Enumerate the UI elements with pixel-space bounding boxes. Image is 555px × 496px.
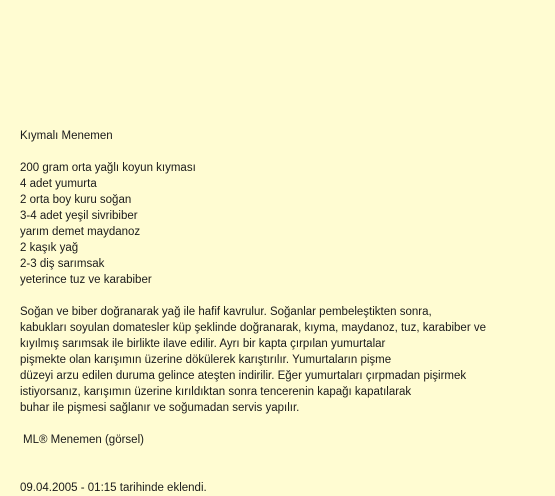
instruction-line: pişmekte olan karışımın üzerine dökülerek karıştırılır. Yumurtaların pişme: [20, 354, 392, 366]
instruction-line: kabukları soyulan domatesler küp şeklinde doğranarak, kıyma, maydanoz, tuz, karabiber ve: [20, 322, 486, 334]
recipe-title: Kıymalı Menemen: [20, 130, 113, 142]
instruction-line: istiyorsanız, karışımın üzerine kırıldıktan sonra tencerenin kapağı kapatılarak: [20, 386, 412, 398]
ingredient-item: 4 adet yumurta: [20, 178, 97, 190]
ingredient-item: yarım demet maydanoz: [20, 226, 141, 238]
ingredient-list: [20, 160, 550, 288]
added-date-footer: 09.04.2005 - 01:15 tarihinde eklendi.: [20, 482, 207, 494]
instruction-line: kıyılmış sarımsak ile birlikte ilave edilir. Ayrı bir kapta çırpılan yumurtalar: [20, 338, 386, 350]
ingredient-item: 2 kaşık yağ: [20, 242, 79, 254]
ingredient-item: 3-4 adet yeşil sivribiber: [20, 210, 138, 222]
ingredient-item: 2 orta boy kuru soğan: [20, 194, 132, 206]
ingredient-item: yeterince tuz ve karabiber: [20, 274, 152, 286]
instruction-line: buhar ile pişmesi sağlanır ve soğumadan servis yapılır.: [20, 402, 300, 414]
recipe-page: [20, 128, 550, 496]
ingredient-item: 2-3 diş sarımsak: [20, 258, 105, 270]
recipe-instructions: [20, 304, 550, 416]
instruction-line: düzeyi arzu edilen duruma gelince ateşten indirilir. Eğer yumurtaları çırpmadan pişirmek: [20, 370, 467, 382]
instruction-line: Soğan ve biber doğranarak yağ ile hafif kavrulur. Soğanlar pembeleştikten sonra,: [20, 306, 432, 318]
recipe-image-link[interactable]: ML® Menemen (görsel): [23, 434, 144, 446]
ingredient-item: 200 gram orta yağlı koyun kıyması: [20, 162, 196, 174]
